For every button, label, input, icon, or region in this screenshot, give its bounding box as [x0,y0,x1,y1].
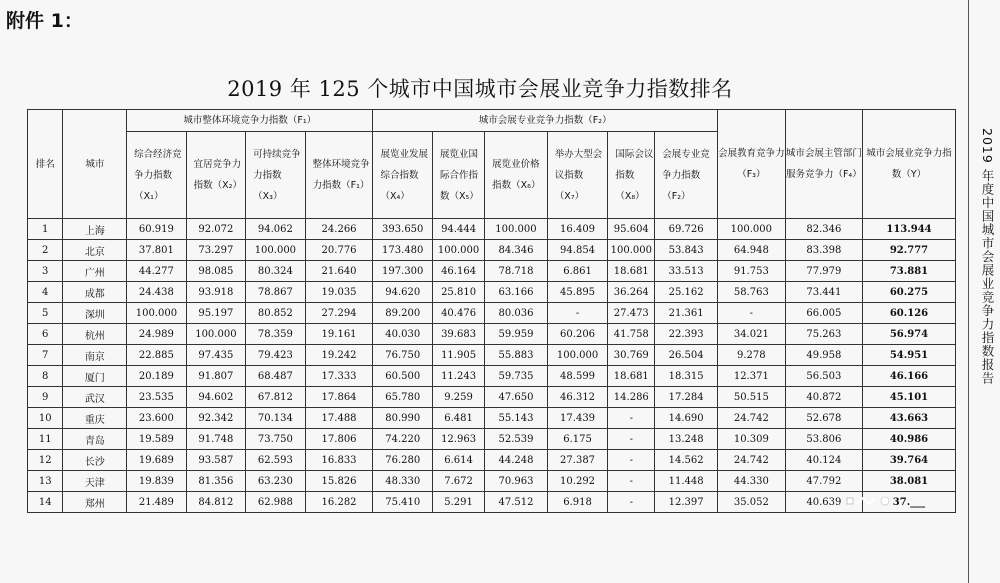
value-cell: 40.872 [785,387,862,408]
value-cell: 100.000 [432,240,484,261]
subheader-6: 展览业价格指数（X₆） [485,132,548,219]
attachment-label: 附件 1： [6,10,83,32]
header-pro-group: 城市会展专业竞争力指数（F₂） [373,110,717,132]
value-cell: 17.284 [655,387,718,408]
rank-cell: 6 [28,324,63,345]
value-cell: 34.021 [717,324,785,345]
city-cell: 青岛 [63,429,127,450]
table-row [28,345,956,366]
value-cell: 94.854 [547,240,608,261]
value-cell: 80.852 [246,303,305,324]
table-row [28,471,956,492]
value-cell: 10.292 [547,471,608,492]
value-cell: 18.681 [608,366,655,387]
value-cell: 55.883 [485,345,548,366]
total-index-cell: 39.764 [862,450,955,471]
table-row [28,324,956,345]
value-cell: 78.359 [246,324,305,345]
value-cell: - [608,429,655,450]
city-cell: 深圳 [63,303,127,324]
value-cell: 12.963 [432,429,484,450]
value-cell: 6.481 [432,408,484,429]
value-cell: 48.599 [547,366,608,387]
value-cell: 100.000 [127,303,186,324]
value-cell: 19.242 [305,345,373,366]
value-cell: 79.423 [246,345,305,366]
value-cell: 94.620 [373,282,432,303]
value-cell: 9.278 [717,345,785,366]
value-cell: 50.515 [717,387,785,408]
table-row [28,282,956,303]
value-cell: 11.448 [655,471,718,492]
value-cell: 44.330 [717,471,785,492]
value-cell: 20.776 [305,240,373,261]
value-cell: 93.918 [186,282,245,303]
value-cell: 78.718 [485,261,548,282]
table-row [28,387,956,408]
rank-cell: 14 [28,492,63,513]
value-cell: 23.600 [127,408,186,429]
value-cell: 6.861 [547,261,608,282]
rank-cell: 11 [28,429,63,450]
value-cell: 100.000 [186,324,245,345]
value-cell: 84.812 [186,492,245,513]
value-cell: 93.587 [186,450,245,471]
value-cell: 21.361 [655,303,718,324]
value-cell: 27.387 [547,450,608,471]
value-cell: 173.480 [373,240,432,261]
total-index-cell: 56.974 [862,324,955,345]
value-cell: - [608,450,655,471]
page-title: 2019 年 125 个城市中国城市会展业竞争力指数排名 [227,77,733,101]
value-cell: 39.683 [432,324,484,345]
value-cell: 47.792 [785,471,862,492]
value-cell: 60.500 [373,366,432,387]
total-index-cell: 73.881 [862,261,955,282]
value-cell: 41.758 [608,324,655,345]
value-cell: 98.085 [186,261,245,282]
total-index-cell: 60.126 [862,303,955,324]
value-cell: 11.243 [432,366,484,387]
value-cell: 45.895 [547,282,608,303]
subheader-9: 会展专业竞争力指数（F₂） [655,132,718,219]
value-cell: 80.324 [246,261,305,282]
value-cell: 84.346 [485,240,548,261]
table-row [28,492,956,513]
value-cell: 68.487 [246,366,305,387]
value-cell: 64.948 [717,240,785,261]
value-cell: 22.885 [127,345,186,366]
value-cell: 19.839 [127,471,186,492]
value-cell: 74.220 [373,429,432,450]
value-cell: 19.689 [127,450,186,471]
watermark-logo [845,490,893,512]
subheader-7: 举办大型会议指数（X₇） [547,132,608,219]
value-cell: 73.441 [785,282,862,303]
value-cell: 24.742 [717,408,785,429]
city-cell: 杭州 [63,324,127,345]
value-cell: 70.963 [485,471,548,492]
value-cell: 16.409 [547,219,608,240]
value-cell: 17.806 [305,429,373,450]
value-cell: 14.286 [608,387,655,408]
value-cell: 17.488 [305,408,373,429]
total-index-cell: 46.166 [862,366,955,387]
value-cell: 14.562 [655,450,718,471]
value-cell: 95.604 [608,219,655,240]
value-cell: 73.750 [246,429,305,450]
table-row [28,408,956,429]
value-cell: 35.052 [717,492,785,513]
value-cell: 60.919 [127,219,186,240]
value-cell: 40.639 [785,492,862,513]
rank-cell: 4 [28,282,63,303]
value-cell: 59.959 [485,324,548,345]
value-cell: 49.958 [785,345,862,366]
value-cell: 77.979 [785,261,862,282]
rank-cell: 12 [28,450,63,471]
city-cell: 武汉 [63,387,127,408]
city-cell: 广州 [63,261,127,282]
value-cell: 24.266 [305,219,373,240]
value-cell: 24.742 [717,450,785,471]
value-cell: 67.812 [246,387,305,408]
value-cell: 89.200 [373,303,432,324]
city-cell: 郑州 [63,492,127,513]
value-cell: 19.035 [305,282,373,303]
total-index-cell: 45.101 [862,387,955,408]
value-cell: - [608,408,655,429]
rank-cell: 10 [28,408,63,429]
rank-cell: 9 [28,387,63,408]
value-cell: - [608,471,655,492]
value-cell: 91.807 [186,366,245,387]
value-cell: 95.197 [186,303,245,324]
value-cell: 30.769 [608,345,655,366]
value-cell: 23.535 [127,387,186,408]
value-cell: 393.650 [373,219,432,240]
city-cell: 天津 [63,471,127,492]
value-cell: 44.277 [127,261,186,282]
value-cell: 20.189 [127,366,186,387]
value-cell: 100.000 [485,219,548,240]
table-row [28,450,956,471]
value-cell: 17.333 [305,366,373,387]
value-cell: 62.988 [246,492,305,513]
table-row [28,219,956,240]
city-cell: 厦门 [63,366,127,387]
total-index-cell: 38.081 [862,471,955,492]
side-report-title: 2019 年度中国城市会展业竞争力指数报告 [980,128,995,385]
ranking-table [27,109,956,513]
value-cell: 10.309 [717,429,785,450]
value-cell: 19.161 [305,324,373,345]
value-cell: 82.346 [785,219,862,240]
value-cell: 53.843 [655,240,718,261]
value-cell: 66.005 [785,303,862,324]
value-cell: 40.030 [373,324,432,345]
table-row [28,429,956,450]
city-cell: 重庆 [63,408,127,429]
value-cell: 6.918 [547,492,608,513]
value-cell: 52.539 [485,429,548,450]
total-index-cell: 113.944 [862,219,955,240]
value-cell: 44.248 [485,450,548,471]
table-row [28,240,956,261]
value-cell: 27.294 [305,303,373,324]
city-cell: 南京 [63,345,127,366]
value-cell: 6.175 [547,429,608,450]
value-cell: 100.000 [547,345,608,366]
value-cell: 94.444 [432,219,484,240]
value-cell: 6.614 [432,450,484,471]
value-cell: 21.640 [305,261,373,282]
city-cell: 成都 [63,282,127,303]
value-cell: 60.206 [547,324,608,345]
city-cell: 北京 [63,240,127,261]
value-cell: 18.681 [608,261,655,282]
value-cell: 55.143 [485,408,548,429]
rank-cell: 5 [28,303,63,324]
header-rank: 排名 [28,110,63,219]
value-cell: 59.735 [485,366,548,387]
value-cell: 70.134 [246,408,305,429]
value-cell: 46.164 [432,261,484,282]
total-index-cell: 60.275 [862,282,955,303]
city-cell: 上海 [63,219,127,240]
value-cell: 94.602 [186,387,245,408]
value-cell: 97.435 [186,345,245,366]
value-cell: 100.000 [246,240,305,261]
total-index-cell: 54.951 [862,345,955,366]
value-cell: 62.593 [246,450,305,471]
value-cell: 7.672 [432,471,484,492]
value-cell: 40.124 [785,450,862,471]
value-cell: 48.330 [373,471,432,492]
value-cell: 24.438 [127,282,186,303]
value-cell: 21.489 [127,492,186,513]
value-cell: 75.410 [373,492,432,513]
value-cell: 40.476 [432,303,484,324]
subheader-1: 宜居竞争力指数（X₂） [186,132,245,219]
value-cell: 24.989 [127,324,186,345]
value-cell: 100.000 [717,219,785,240]
value-cell: 33.513 [655,261,718,282]
value-cell: 11.905 [432,345,484,366]
value-cell: - [717,303,785,324]
subheader-0: 综合经济竞争力指数（X₁） [127,132,186,219]
value-cell: 12.371 [717,366,785,387]
rank-cell: 1 [28,219,63,240]
value-cell: 46.312 [547,387,608,408]
value-cell: 91.748 [186,429,245,450]
value-cell: 19.589 [127,429,186,450]
value-cell: 15.826 [305,471,373,492]
value-cell: 91.753 [717,261,785,282]
value-cell: 26.504 [655,345,718,366]
value-cell: 12.397 [655,492,718,513]
table-row [28,366,956,387]
header-edu: 会展教育竞争力（F₃） [717,110,785,219]
value-cell: 5.291 [432,492,484,513]
value-cell: 13.248 [655,429,718,450]
rank-cell: 7 [28,345,63,366]
value-cell: 80.036 [485,303,548,324]
header-city: 城市 [63,110,127,219]
value-cell: 9.259 [432,387,484,408]
value-cell: 100.000 [608,240,655,261]
value-cell: 94.062 [246,219,305,240]
value-cell: 47.512 [485,492,548,513]
value-cell: 58.763 [717,282,785,303]
value-cell: 25.810 [432,282,484,303]
value-cell: 65.780 [373,387,432,408]
value-cell: 52.678 [785,408,862,429]
value-cell: 56.503 [785,366,862,387]
value-cell: 63.166 [485,282,548,303]
value-cell: 73.297 [186,240,245,261]
rank-cell: 3 [28,261,63,282]
value-cell: 63.230 [246,471,305,492]
value-cell: 80.990 [373,408,432,429]
subheader-8: 国际会议指数（X₈） [608,132,655,219]
total-index-cell: 92.777 [862,240,955,261]
city-cell: 长沙 [63,450,127,471]
header-total: 城市会展业竞争力指数（Y） [862,110,955,219]
value-cell: 25.162 [655,282,718,303]
value-cell: 16.282 [305,492,373,513]
header-env-group: 城市整体环境竞争力指数（F₁） [127,110,373,132]
total-index-cell: 43.663 [862,408,955,429]
rank-cell: 2 [28,240,63,261]
value-cell: 81.356 [186,471,245,492]
subheader-3: 整体环境竞争力指数（F₁） [305,132,373,219]
total-index-cell: 40.986 [862,429,955,450]
value-cell: 76.750 [373,345,432,366]
subheader-2: 可持续竞争力指数（X₃） [246,132,305,219]
value-cell: 83.398 [785,240,862,261]
header-gov: 城市会展主管部门服务竞争力（F₄） [785,110,862,219]
value-cell: 17.864 [305,387,373,408]
value-cell: 14.690 [655,408,718,429]
value-cell: 78.867 [246,282,305,303]
value-cell: - [547,303,608,324]
value-cell: 16.833 [305,450,373,471]
value-cell: 92.342 [186,408,245,429]
value-cell: 69.726 [655,219,718,240]
value-cell: 36.264 [608,282,655,303]
value-cell: 92.072 [186,219,245,240]
value-cell: 53.806 [785,429,862,450]
value-cell: 76.280 [373,450,432,471]
value-cell: 47.650 [485,387,548,408]
value-cell: 18.315 [655,366,718,387]
value-cell: 37.801 [127,240,186,261]
subheader-4: 展览业发展综合指数（X₄） [373,132,432,219]
value-cell: 22.393 [655,324,718,345]
value-cell: 17.439 [547,408,608,429]
subheader-5: 展览业国际合作指数（X₅） [432,132,484,219]
value-cell: - [608,492,655,513]
table-row [28,261,956,282]
rank-cell: 13 [28,471,63,492]
page-edge-divider [968,0,969,583]
table-row [28,303,956,324]
value-cell: 75.263 [785,324,862,345]
value-cell: 197.300 [373,261,432,282]
total-index-cell: 37.___ [862,492,955,513]
value-cell: 27.473 [608,303,655,324]
rank-cell: 8 [28,366,63,387]
